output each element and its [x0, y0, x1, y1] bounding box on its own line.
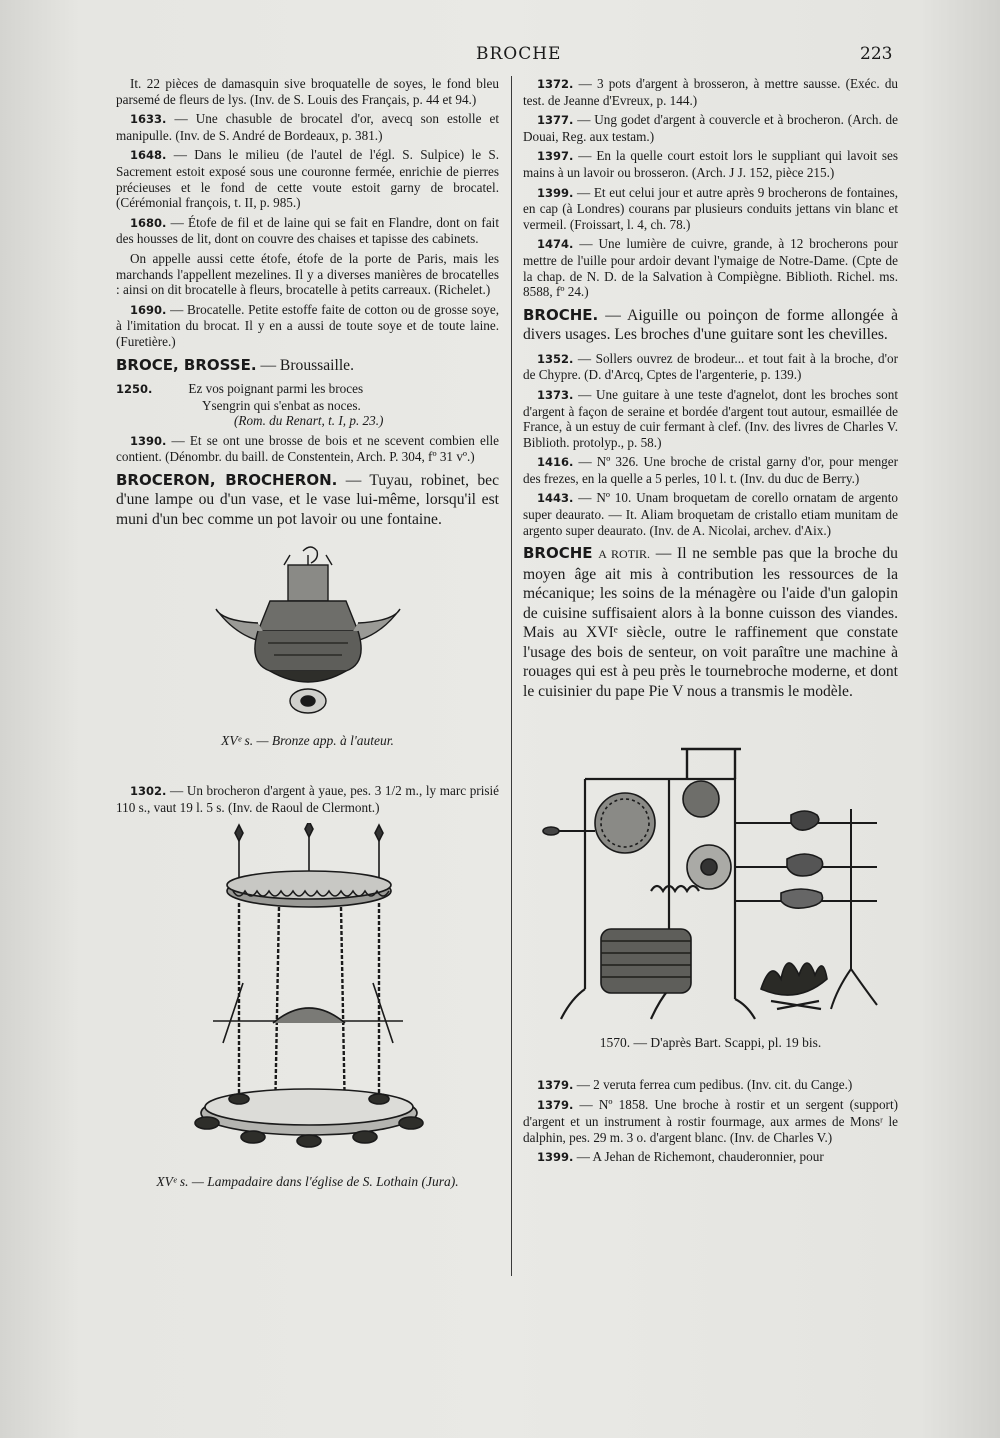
- caption-text: XVᵉ s. — Bronze app. à l'auteur.: [221, 733, 394, 749]
- entry-year: 1680.: [130, 215, 167, 230]
- entry-year: 1250.: [116, 382, 153, 396]
- entry-1352: [523, 351, 898, 383]
- entry-text: — Dans le milieu (de l'autel de l'égl. S. Sulpice) le S. Sacrement estoit exposé sous une couronne fermée, enrichie de pierres précieuses et le fond de cette voute estoit garny de brocatel. (Cérémonial françois, t. II, p. 985.): [116, 147, 500, 211]
- entry-text: — 3 pots d'argent à brosseron, à mettre sausse. (Exéc. du test. de Jeanne d'Evreux, p. 144.): [523, 76, 899, 108]
- lampadaire-illustration: [183, 823, 433, 1168]
- entry-year: 1372.: [537, 77, 574, 91]
- tournebroche-illustration: [541, 739, 881, 1029]
- entry-1443: [523, 490, 898, 538]
- definition: — Aiguille ou poinçon de forme allongée à divers usages. Les broches d'une guitare sont les chevilles.: [523, 306, 898, 344]
- entry-year: 1648.: [130, 148, 167, 163]
- entry-1372: [523, 76, 898, 108]
- entry-text: — Une chasuble de brocatel d'or, avecq son estolle et manipulle. (Inv. de S. André de Bordeaux, p. 381.): [116, 111, 499, 143]
- column-rule: [511, 76, 512, 1276]
- entry-year: 1377.: [537, 113, 574, 128]
- paragraph: It. 22 pièces de damasquin sive broquatelle de soyes, le fond bleu parsemé de fleurs de lys. (Inv. de S. Louis des Français, p. 44 et 94.): [116, 76, 499, 107]
- entry-1416: [523, 454, 898, 486]
- entry-1379a: [523, 1077, 898, 1094]
- running-head: BROCHE: [476, 44, 562, 64]
- entry-year: 1373.: [537, 387, 574, 402]
- caption-text: XVᵉ s. — Lampadaire dans l'église de S. Lothain (Jura).: [156, 1174, 459, 1190]
- entry-year: 1399.: [537, 185, 574, 200]
- entry-text: — En la quelle court estoit lors le suppliant qui lavoit ses mains à un lavoir ou brosseron. (Arch. J J. 152, pièce 215.): [523, 148, 899, 180]
- article-broce: [116, 356, 499, 376]
- entry-text: — Brocatelle. Petite estoffe faite de cotton ou de grosse soye, à l'imitation du brocat. Il y en a aussi de toute soye et de toute laine. (Furetière.): [116, 301, 500, 349]
- entry-text: — Étofe de fil et de laine qui se fait en Flandre, dont on fait des housses de lit, dont on couvre des chaises et tapisse des cabinets.: [116, 214, 499, 247]
- paragraph: On appelle aussi cette étofe, étofe de la porte de Paris, mais les marchands l'appellent mezelines. Il y a diverses manières de brocatelles : ainsi on dit brocatelle à fleurs, brocatelle à petits carreaux. (Richelet.): [116, 250, 499, 298]
- entry-text: — Une guitare à une teste d'agnelot, dont les broches sont d'argent à façon de seraine et bordée d'argent tout autour, esmaillée de France, à un estuy de cuir fermant à clef. (Inv. des livres de Charles V. Biblioth. protolyp., p. 58.): [523, 386, 899, 450]
- entry-1399: [523, 185, 898, 233]
- entry-1377: [523, 112, 898, 144]
- verse-source: [234, 413, 499, 429]
- entry-1250: [116, 381, 499, 398]
- figure-caption: [116, 1174, 499, 1190]
- entry-text: — 2 veruta ferrea cum pedibus. (Inv. cit. du Cange.): [576, 1076, 853, 1092]
- entry-year: 1379.: [537, 1077, 574, 1092]
- right-column: [523, 76, 898, 1170]
- definition: — Tuyau, robinet, bec d'une lampe ou d'un vase, et le vase lui-même, lorsqu'il est muni d'un bec comme un pot lavoir ou une fontaine.: [116, 471, 499, 528]
- entry-text: — Et eut celui jour et autre après 9 brocherons de fontaines, en cap (à Londres) courans par plusieurs conduits jettans vin blanc et vermeil. (Froissart, l. 4, ch. 78.): [523, 184, 899, 232]
- headword: BROCERON, BROCHERON.: [116, 470, 338, 489]
- entry-1379b: [523, 1097, 898, 1145]
- headword: BROCE, BROSSE.: [116, 355, 257, 374]
- entry-text: — Nº 326. Une broche de cristal garny d'or, pour menger des frezes, en la quelle a 5 perles, 10 l. t. (Inv. du duc de Berry.): [523, 454, 898, 486]
- caption-text: 1570. — D'après Bart. Scappi, pl. 19 bis.: [599, 1035, 822, 1051]
- entry-text: — Un brocheron d'argent à yaue, pes. 3 1/2 m., ly marc prisié 110 s., vaut 19 l. 5 s. (Inv. de Raoul de Clermont.): [116, 783, 500, 815]
- article-broche-a-rotir: [523, 544, 898, 701]
- entry-text: — Une lumière de cuivre, grande, à 12 brocherons pour mettre de l'uille pour ardoir devant l'ymaige de Notre-Dame. (Cpte de la chap. de N. D. de la Salvation à Compiègne. Biblioth. Richel. ms. 8588, fº 24.): [523, 236, 899, 300]
- article-broceron: [116, 471, 499, 530]
- entry-1399b: [523, 1149, 898, 1166]
- entry-text: — A Jehan de Richemont, chauderonnier, pour: [576, 1149, 824, 1165]
- entry-1690: [116, 302, 499, 350]
- definition: — Il ne semble pas que la broche du moyen âge ait mis à contribution les ressources de la mécanique; les soins de la ménagère ou l'aide d'un galopin de cuisine suffisaient alors à la bonne cuisson des viandes. Mais au XVIᵉ siècle, outre le raffinement que constate l'usage des bois de senteur, on voit paraître une machine à rouages qui est à peu près le tournebroche moderne, et dont le cuisinier du pape Pie V nous a transmis le modèle.: [523, 545, 898, 700]
- entry-year: 1390.: [130, 433, 167, 448]
- entry-1633: [116, 111, 499, 143]
- entry-text: — Et se ont une brosse de bois et ne scevent combien elle contient. (Dénombr. du baill. de Constentein, Arch. P. 304, fº 31 vº.): [116, 432, 499, 465]
- entry-year: 1633.: [130, 112, 167, 127]
- entry-1397: [523, 148, 898, 180]
- bronze-lamp-illustration: [208, 543, 408, 733]
- entry-1390: [116, 433, 499, 465]
- verse-line: Ysengrin qui s'enbat as noces.: [202, 397, 361, 413]
- entry-text: — Nº 1858. Une broche à rostir et un sergent (support) d'argent et un instrument à rostir fourmage, aux armes de Monsʳ le dalphin, pes. 29 m. 3 o. d'argent blanc. (Inv. de Charles V.): [523, 1097, 899, 1145]
- entry-year: 1416.: [537, 455, 574, 470]
- entry-year: 1690.: [130, 302, 167, 317]
- entry-year: 1352.: [537, 351, 574, 366]
- definition: — Broussaille.: [260, 356, 354, 374]
- headword: BROCHE.: [523, 305, 599, 324]
- article-broche: [523, 306, 898, 345]
- page-number: 223: [860, 44, 893, 64]
- entry-1648: [116, 147, 499, 210]
- entry-1474: [523, 236, 898, 299]
- entry-1373: [523, 387, 898, 450]
- entry-text: — Sollers ouvrez de brodeur... et tout fait à la broche, d'or de Chypre. (D. d'Arcq, Cptes de l'argenterie, p. 139.): [523, 350, 898, 383]
- entry-year: 1474.: [537, 237, 574, 252]
- headword: BROCHE: [523, 544, 593, 563]
- entry-1680: [116, 215, 499, 247]
- entry-year: 1302.: [130, 784, 167, 799]
- entry-year: 1443.: [537, 491, 574, 506]
- figure-caption: [523, 1035, 898, 1051]
- entry-text: — Nº 10. Unam broquetam de corello ornatam de argento super deaurato. — It. Aliam broquetam de cristallo etiam munitam de argento super deaurato. (Inv. de A. Nicolai, archev. d'Aix.): [523, 490, 898, 538]
- figure-caption: [116, 733, 499, 749]
- headword-sub: A ROTIR.: [598, 547, 651, 562]
- entry-text: — Ung godet d'argent à couvercle et à brocheron. (Arch. de Douai, Reg. aux testam.): [523, 112, 899, 144]
- entry-year: 1397.: [537, 149, 574, 164]
- source-ref: (Rom. du Renart, t. I, p. 23.): [234, 413, 384, 429]
- entry-1302: [116, 783, 499, 815]
- verse-line: Ez vos poignant parmi les broces: [188, 381, 364, 396]
- entry-year: 1379.: [537, 1098, 574, 1113]
- left-column: [116, 76, 499, 1190]
- entry-year: 1399.: [537, 1150, 574, 1165]
